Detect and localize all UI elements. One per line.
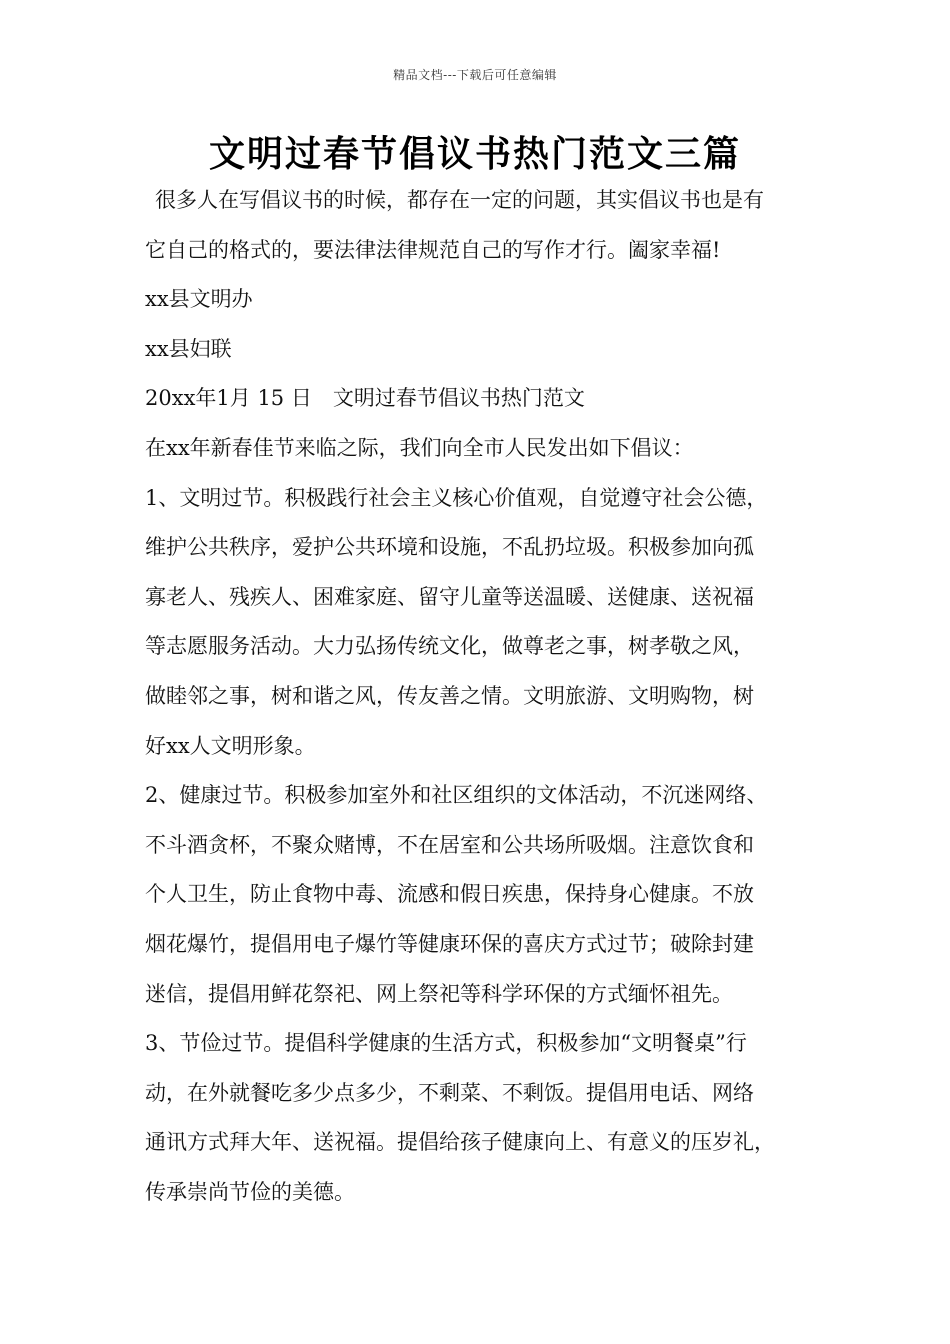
header-note: 精品文档---下载后可任意编辑 — [393, 68, 557, 82]
paragraph-line: 不斗酒贪杯，不聚众赌博，不在居室和公共场所吸烟。注意饮食和 — [145, 832, 754, 857]
paragraph-line: 寡老人、残疾人、困难家庭、留守儿童等送温暖、送健康、送祝福 — [145, 584, 754, 609]
paragraph-line: 2、健康过节。积极参加室外和社区组织的文体活动，不沉迷网络、 — [145, 783, 768, 808]
paragraph-line: 3、节俭过节。提倡科学健康的生活方式，积极参加“文明餐桌”行 — [145, 1031, 747, 1056]
paragraph-line: 等志愿服务活动。大力弘扬传统文化，做尊老之事，树孝敬之风， — [145, 634, 754, 659]
paragraph-line: xx县文明办 — [145, 287, 253, 312]
paragraph-line: 好xx人文明形象。 — [145, 733, 316, 758]
paragraph-line: 1、文明过节。积极践行社会主义核心价值观，自觉遵守社会公德， — [145, 485, 768, 510]
paragraph-line: 传承崇尚节俭的美德。 — [145, 1179, 355, 1204]
paragraph-line: 通讯方式拜大年、送祝福。提倡给孩子健康向上、有意义的压岁礼， — [145, 1130, 775, 1155]
document-body — [145, 176, 825, 1217]
paragraph-line: 动，在外就餐吃多少点多少，不剩菜、不剩饭。提倡用电话、网络 — [145, 1080, 754, 1105]
paragraph-line: 20xx年1月 15 日 文明过春节倡议书热门范文 — [145, 386, 585, 411]
document-title: 文明过春节倡议书热门范文三篇 — [208, 133, 741, 175]
paragraph-line: 个人卫生，防止食物中毒、流感和假日疾患，保持身心健康。不放 — [145, 882, 754, 907]
paragraph-line: 在xx年新春佳节来临之际，我们向全市人民发出如下倡议： — [145, 435, 694, 460]
paragraph-line: 维护公共秩序，爱护公共环境和设施，不乱扔垃圾。积极参加向孤 — [145, 535, 754, 560]
paragraph-line: 很多人在写倡议书的时候，都存在一定的问题，其实倡议书也是有 — [155, 188, 764, 212]
paragraph-line: 它自己的格式的，要法律法律规范自己的写作才行。阖家幸福! — [145, 237, 721, 262]
paragraph-line: 迷信，提倡用鲜花祭祀、网上祭祀等科学环保的方式缅怀祖先。 — [145, 981, 733, 1006]
paragraph-line: xx县妇联 — [145, 336, 232, 361]
paragraph-line: 做睦邻之事，树和谐之风，传友善之情。文明旅游、文明购物，树 — [145, 683, 754, 708]
paragraph-line: 烟花爆竹，提倡用电子爆竹等健康环保的喜庆方式过节；破除封建 — [145, 931, 754, 956]
